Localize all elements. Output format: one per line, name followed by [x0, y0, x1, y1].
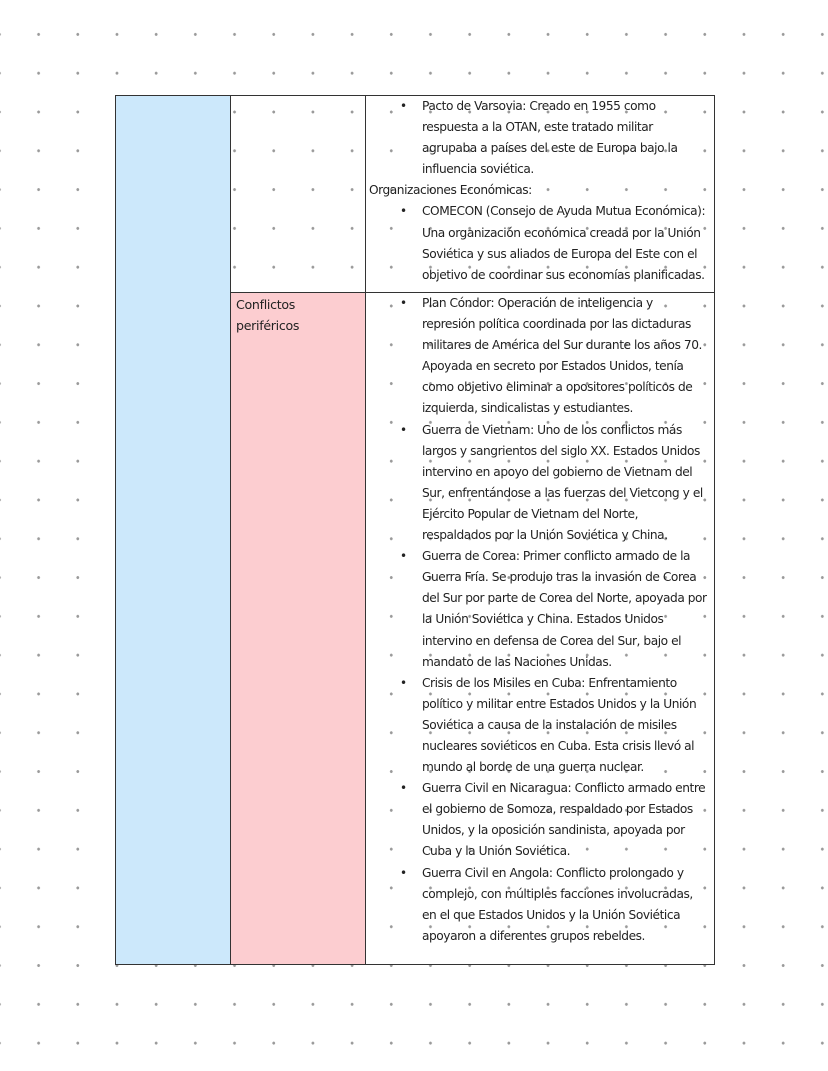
list-item [369, 201, 712, 285]
bullet-list [369, 96, 712, 180]
list-item [369, 96, 712, 180]
bullet-list [369, 293, 712, 947]
list-item-text: COMECON (Consejo de Ayuda Mutua Económica): Una organización económica creada por la Unión Soviética y sus aliados de Europa del Este con el objetivo de coordinar sus economías planificadas. [422, 204, 706, 282]
table-cell-label [231, 293, 366, 964]
bullet-icon: • [400, 422, 407, 437]
section-heading: Organizaciones Económicas: [369, 183, 532, 198]
list-item-text: Guerra Civil en Angola: Conflicto prolongado y complejo, con múltiples facciones involucradas, en el que Estados Unidos y la Unión Soviética apoyaron a diferentes grupos rebeldes. [422, 865, 693, 943]
table-cell-conflicts [366, 293, 714, 964]
list-item-text: Plan Cóndor: Operación de inteligencia y represión política coordinada por las dictaduras militares de América del Sur durante los años 70. Apoyada en secreto por Estados Unidos, tenía como objetivo eliminar a opositores políticos de izquierda, sindicalistas y estudiantes. [422, 296, 702, 416]
bullet-icon: • [400, 865, 407, 880]
list-item-text: Guerra Civil en Nicaragua: Conflicto armado entre el gobierno de Somoza, respaldado por Estados Unidos, y la oposición sandinista, apoyada por Cuba y la Unión Soviética. [422, 781, 706, 859]
bullet-icon: • [400, 99, 407, 113]
bullet-icon: • [400, 675, 407, 690]
list-item [369, 293, 712, 420]
list-item [369, 673, 712, 778]
bullet-icon: • [400, 549, 407, 564]
list-item-text: Pacto de Varsovia: Creado en 1955 como respuesta a la OTAN, este tratado militar agrupaba a países del este de Europa bajo la influencia soviética. [422, 99, 678, 177]
bullet-icon: • [400, 781, 407, 796]
bullet-icon: • [400, 204, 407, 219]
list-item-text: Guerra de Corea: Primer conflicto armado de la Guerra Fría. Se produjo tras la invasión de Corea del Sur por parte de Corea del Norte, apoyada por la Unión Soviética y China. Estados Unidos intervino en defensa de Corea del Sur, bajo el mandato de las Naciones Unidas. [422, 549, 707, 669]
list-item-text: Crisis de los Misiles en Cuba: Enfrentamiento político y militar entre Estados Unidos y la Unión Soviética a causa de la instalación de misiles nucleares soviéticos en Cuba. Esta crisis llevó al mundo al borde de una guerra nuclear. [422, 675, 697, 775]
list-item [369, 420, 712, 547]
list-item [369, 863, 712, 947]
bullet-icon: • [400, 296, 407, 310]
row-label: Conflictos periféricos [236, 297, 300, 333]
table-cell-organizations [366, 96, 714, 293]
table-blue-column [116, 96, 231, 964]
list-item [369, 546, 712, 673]
list-item [369, 778, 712, 862]
history-table [115, 95, 715, 965]
table-cell-empty [231, 96, 366, 293]
bullet-list [369, 201, 712, 285]
list-item-text: Guerra de Vietnam: Uno de los conflictos más largos y sangrientos del siglo XX. Estados Unidos intervino en apoyo del gobierno de Vietnam del Sur, enfrentándose a las fuerzas del Vietcong y el Ejército Popular de Vietnam del Norte, respaldados por la Unión Soviética y China. [422, 422, 703, 543]
